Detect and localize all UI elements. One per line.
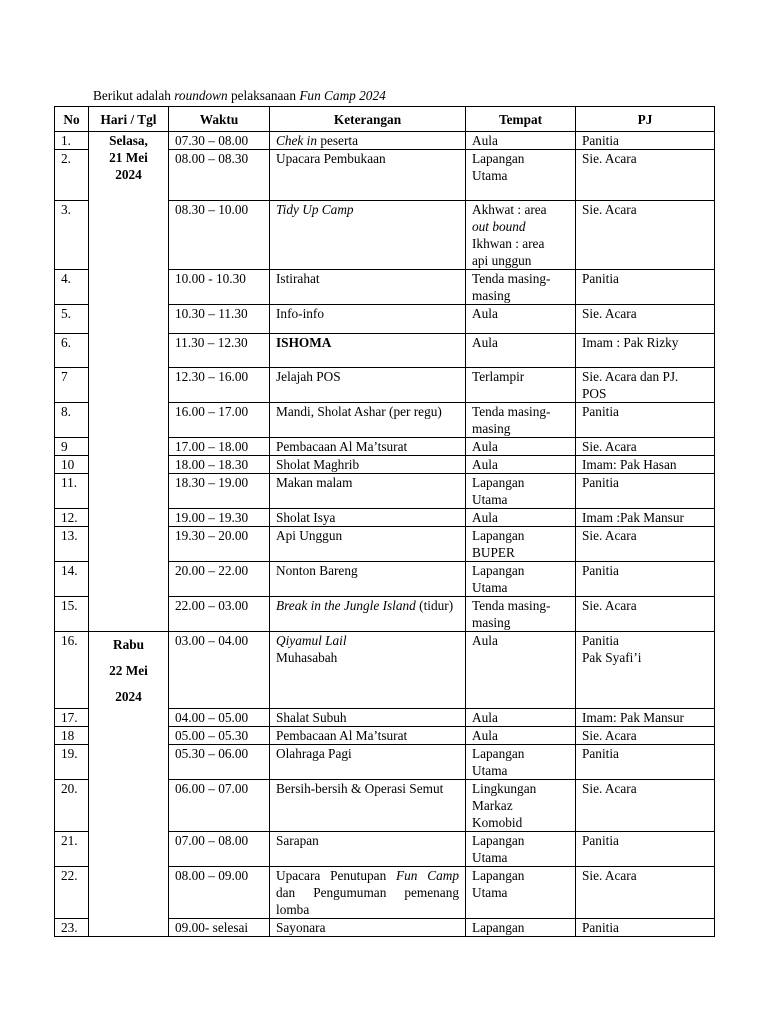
row-waktu: 04.00 – 05.00 [169, 709, 270, 727]
row-tempat: Lapangan Utama [466, 150, 576, 201]
row-pj: Panitia [576, 270, 715, 305]
row-no: 3. [55, 201, 89, 270]
row-no: 16. [55, 632, 89, 709]
table-row [55, 745, 715, 780]
day-label [89, 132, 168, 183]
row-no: 1. [55, 132, 89, 150]
row-waktu: 11.30 – 12.30 [169, 334, 270, 368]
row-waktu: 06.00 – 07.00 [169, 780, 270, 832]
table-row [55, 456, 715, 474]
row-keterangan: Upacara Penutupan Fun Camp dan Pengumuman pemenang lomba [270, 867, 466, 919]
row-pj: Panitia [576, 562, 715, 597]
row-tempat: Terlampir [466, 368, 576, 403]
row-tempat: Akhwat : area out bound Ikhwan : area api unggun [466, 201, 576, 270]
row-pj: Sie. Acara dan PJ. POS [576, 368, 715, 403]
header-tempat: Tempat [466, 107, 576, 132]
row-tempat: Tenda masing- masing [466, 270, 576, 305]
row-hari [89, 597, 169, 632]
row-pj: Sie. Acara [576, 201, 715, 270]
row-tempat: Aula [466, 727, 576, 745]
row-no: 5. [55, 305, 89, 334]
row-no: 15. [55, 597, 89, 632]
table-row [55, 832, 715, 867]
row-keterangan: Mandi, Sholat Ashar (per regu) [270, 403, 466, 438]
row-waktu: 12.30 – 16.00 [169, 368, 270, 403]
row-tempat: Lapangan [466, 919, 576, 937]
row-no: 10 [55, 456, 89, 474]
row-tempat: Lapangan Utama [466, 562, 576, 597]
row-waktu: 08.30 – 10.00 [169, 201, 270, 270]
row-no: 2. [55, 150, 89, 201]
row-hari [89, 403, 169, 438]
day-label-line: 22 Mei [109, 663, 148, 678]
row-tempat: Tenda masing- masing [466, 403, 576, 438]
row-waktu: 10.30 – 11.30 [169, 305, 270, 334]
row-waktu: 18.00 – 18.30 [169, 456, 270, 474]
table-row [55, 368, 715, 403]
row-no: 7 [55, 368, 89, 403]
row-keterangan: Istirahat [270, 270, 466, 305]
row-keterangan: Upacara Pembukaan [270, 150, 466, 201]
row-no: 9 [55, 438, 89, 456]
intro-mid: pelaksanaan [227, 88, 300, 103]
row-keterangan: Olahraga Pagi [270, 745, 466, 780]
row-hari [89, 780, 169, 832]
row-waktu: 19.30 – 20.00 [169, 527, 270, 562]
row-waktu: 08.00 – 08.30 [169, 150, 270, 201]
table-row [55, 527, 715, 562]
row-no: 4. [55, 270, 89, 305]
table-row [55, 597, 715, 632]
row-pj: Imam :Pak Mansur [576, 509, 715, 527]
row-keterangan: Break in the Jungle Island (tidur) [270, 597, 466, 632]
row-keterangan: Pembacaan Al Ma’tsurat [270, 727, 466, 745]
row-waktu: 19.00 – 19.30 [169, 509, 270, 527]
row-hari [89, 709, 169, 727]
table-row [55, 403, 715, 438]
row-keterangan: Tidy Up Camp [270, 201, 466, 270]
row-keterangan: Nonton Bareng [270, 562, 466, 597]
row-waktu: 05.30 – 06.00 [169, 745, 270, 780]
row-keterangan: Info-info [270, 305, 466, 334]
row-pj: Panitia [576, 132, 715, 150]
row-no: 18 [55, 727, 89, 745]
row-pj: Sie. Acara [576, 305, 715, 334]
intro-prefix: Berikut adalah [93, 88, 175, 103]
row-pj: Imam: Pak Hasan [576, 456, 715, 474]
table-row [55, 919, 715, 937]
row-pj: Panitia [576, 745, 715, 780]
row-hari [89, 132, 169, 182]
row-hari [89, 368, 169, 403]
row-hari [89, 305, 169, 334]
table-body [55, 132, 715, 937]
row-keterangan: Jelajah POS [270, 368, 466, 403]
table-row [55, 709, 715, 727]
row-hari [89, 632, 169, 709]
table-row [55, 509, 715, 527]
table-row [55, 438, 715, 456]
row-keterangan: Shalat Subuh [270, 709, 466, 727]
row-keterangan: Bersih-bersih & Operasi Semut [270, 780, 466, 832]
row-hari [89, 438, 169, 456]
header-no: No [55, 107, 89, 132]
intro-text [93, 87, 386, 104]
row-no: 19. [55, 745, 89, 780]
row-tempat: Lapangan Utama [466, 832, 576, 867]
row-pj: Panitia [576, 474, 715, 509]
row-tempat: Aula [466, 305, 576, 334]
table-row [55, 780, 715, 832]
row-waktu: 16.00 – 17.00 [169, 403, 270, 438]
row-pj: Sie. Acara [576, 727, 715, 745]
row-keterangan: Sholat Isya [270, 509, 466, 527]
row-keterangan: Sarapan [270, 832, 466, 867]
row-pj: Imam : Pak Rizky [576, 334, 715, 368]
row-pj: Sie. Acara [576, 780, 715, 832]
intro-event: Fun Camp 2024 [299, 88, 386, 103]
row-no: 20. [55, 780, 89, 832]
header-waktu: Waktu [169, 107, 270, 132]
row-keterangan: Chek in peserta [270, 132, 466, 150]
row-waktu: 09.00- selesai [169, 919, 270, 937]
table-row [55, 474, 715, 509]
row-keterangan: Api Unggun [270, 527, 466, 562]
roundown-table [54, 106, 715, 937]
row-tempat: Aula [466, 632, 576, 709]
table-row [55, 562, 715, 597]
row-waktu: 07.00 – 08.00 [169, 832, 270, 867]
row-tempat: Lapangan BUPER [466, 527, 576, 562]
row-no: 13. [55, 527, 89, 562]
row-tempat: Aula [466, 509, 576, 527]
row-pj: Sie. Acara [576, 527, 715, 562]
row-hari [89, 509, 169, 527]
header-hari: Hari / Tgl [89, 107, 169, 132]
row-hari [89, 832, 169, 867]
row-tempat: Tenda masing- masing [466, 597, 576, 632]
table-row [55, 334, 715, 368]
table-row [55, 727, 715, 745]
row-pj: Sie. Acara [576, 438, 715, 456]
row-no: 17. [55, 709, 89, 727]
row-hari [89, 562, 169, 597]
header-keterangan: Keterangan [270, 107, 466, 132]
row-no: 21. [55, 832, 89, 867]
table-header-row [55, 107, 715, 132]
row-tempat: Aula [466, 456, 576, 474]
row-pj: Panitia [576, 403, 715, 438]
row-no: 23. [55, 919, 89, 937]
row-waktu: 22.00 – 03.00 [169, 597, 270, 632]
row-hari [89, 867, 169, 919]
row-hari [89, 270, 169, 305]
table-row [55, 270, 715, 305]
row-tempat: Lapangan Utama [466, 474, 576, 509]
row-hari [89, 474, 169, 509]
day-label [89, 632, 168, 710]
row-no: 22. [55, 867, 89, 919]
row-keterangan: Sayonara [270, 919, 466, 937]
row-tempat: Lapangan Utama [466, 745, 576, 780]
row-no: 6. [55, 334, 89, 368]
day-label-line: 2024 [115, 167, 142, 182]
row-no: 11. [55, 474, 89, 509]
row-hari [89, 201, 169, 270]
row-pj: Sie. Acara [576, 150, 715, 201]
row-keterangan: Makan malam [270, 474, 466, 509]
row-hari [89, 456, 169, 474]
row-hari [89, 527, 169, 562]
row-waktu: 03.00 – 04.00 [169, 632, 270, 709]
row-waktu: 08.00 – 09.00 [169, 867, 270, 919]
row-keterangan: ISHOMA [270, 334, 466, 368]
row-waktu: 07.30 – 08.00 [169, 132, 270, 150]
row-tempat: Aula [466, 334, 576, 368]
row-tempat: Lapangan Utama [466, 867, 576, 919]
row-pj: Panitia [576, 919, 715, 937]
row-waktu: 20.00 – 22.00 [169, 562, 270, 597]
row-pj: Sie. Acara [576, 867, 715, 919]
row-pj: Panitia [576, 832, 715, 867]
row-hari [89, 727, 169, 745]
table-row [55, 305, 715, 334]
intro-roundown: roundown [174, 88, 228, 103]
row-waktu: 10.00 - 10.30 [169, 270, 270, 305]
day-label-line: Rabu [112, 637, 145, 652]
row-waktu: 05.00 – 05.30 [169, 727, 270, 745]
table-row [55, 201, 715, 270]
row-pj: Sie. Acara [576, 597, 715, 632]
table-row [55, 132, 715, 150]
row-hari [89, 919, 169, 937]
header-pj: PJ [576, 107, 715, 132]
row-keterangan: Qiyamul Lail Muhasabah [270, 632, 466, 709]
row-no: 12. [55, 509, 89, 527]
row-tempat: Aula [466, 709, 576, 727]
day-label-line: Selasa, [109, 133, 148, 148]
row-waktu: 17.00 – 18.00 [169, 438, 270, 456]
day-label-line: 21 Mei [109, 150, 148, 165]
row-waktu: 18.30 – 19.00 [169, 474, 270, 509]
row-pj: Panitia Pak Syafi’i [576, 632, 715, 709]
table-row [55, 632, 715, 709]
row-pj: Imam: Pak Mansur [576, 709, 715, 727]
row-hari [89, 334, 169, 368]
table-row [55, 867, 715, 919]
row-no: 14. [55, 562, 89, 597]
row-keterangan: Sholat Maghrib [270, 456, 466, 474]
row-tempat: Lingkungan Markaz Komobid [466, 780, 576, 832]
row-hari [89, 745, 169, 780]
day-label-line: 2024 [115, 689, 142, 704]
row-tempat: Aula [466, 438, 576, 456]
row-no: 8. [55, 403, 89, 438]
row-tempat: Aula [466, 132, 576, 150]
row-keterangan: Pembacaan Al Ma’tsurat [270, 438, 466, 456]
